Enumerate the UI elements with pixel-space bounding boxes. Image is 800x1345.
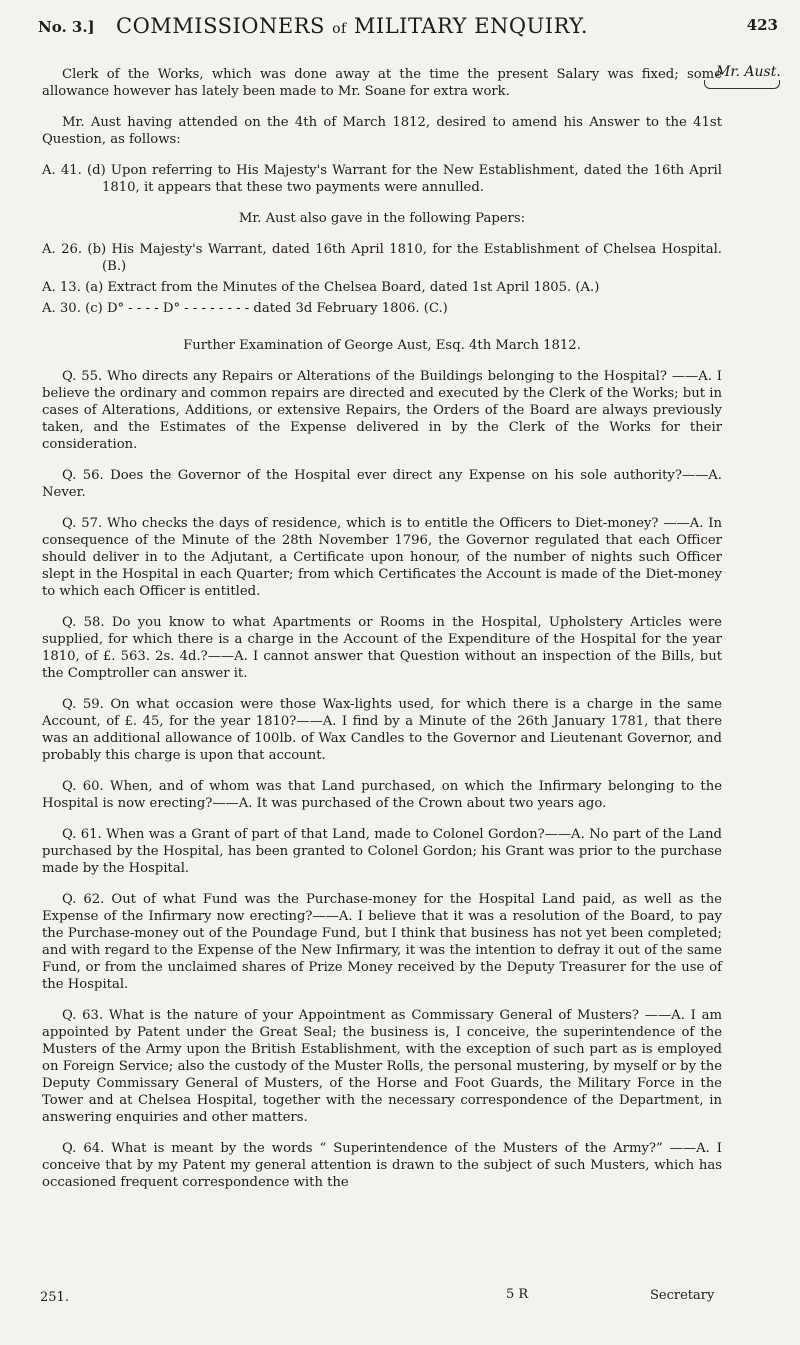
question-paragraph: Q. 55. Who directs any Repairs or Alterations of the Buildings belonging to the Hospital? ——A. I believe the ordinary and common repairs are directed and executed by the Clerk of the Works; but in cases of Alterations, Additions, or extensive Repairs, the Orders of the Board are always previously taken, and the Estimates of the Expense delivered in by the Clerk of the Works for their consideration. bbox=[42, 369, 722, 452]
paragraph: Clerk of the Works, which was done away at the time the present Salary was fixed; some allowance however has lately been made to Mr. Soane for extra work. bbox=[42, 67, 722, 99]
question-paragraph: Q. 56. Does the Governor of the Hospital ever direct any Expense on his sole authority?——A. Never. bbox=[42, 468, 722, 500]
catchword: Secretary bbox=[650, 1288, 715, 1303]
question-paragraph: Q. 62. Out of what Fund was the Purchase-money for the Hospital Land paid, as well as the Expense of the Infirmary now erecting?——A. I believe that it was a resolution of the Board, to pay the Purchase-money out of the Poundage Fund, but I think that business has not yet been completed; and with regard to the Expense of the New Infirmary, it was the intention to defray it out of the same Fund, or from the unclaimed shares of Prize Money received by the Deputy Treasurer for the use of the Hospital. bbox=[42, 892, 722, 992]
document-number: No. 3.] bbox=[38, 18, 95, 36]
margin-note: Mr. Aust. bbox=[716, 64, 781, 80]
page-title bbox=[116, 14, 588, 38]
document-body bbox=[42, 66, 722, 1191]
amended-answer: A. 41. (d) Upon referring to His Majesty's Warrant for the New Establishment, dated the 16th April 1810, it appears that these two payments were annulled. bbox=[42, 163, 722, 195]
section-heading: Further Examination of George Aust, Esq. 4th March 1812. bbox=[183, 338, 581, 353]
paragraph: Mr. Aust having attended on the 4th of March 1812, desired to amend his Answer to the 41st Question, as follows: bbox=[42, 115, 722, 147]
question-paragraph: Q. 64. What is meant by the words “ Superintendence of the Musters of the Army?” ——A. I conceive that by my Patent my general attention is drawn to the subject of such Musters, which has occasioned frequent correspondence with the bbox=[42, 1141, 722, 1190]
paper-item: A. 13. (a) Extract from the Minutes of the Chelsea Board, dated 1st April 1805. (A.) bbox=[42, 280, 600, 295]
question-paragraph: Q. 63. What is the nature of your Appointment as Commissary General of Musters? ——A. I am appointed by Patent under the Great Seal; the business is, I conceive, the superintendence of the Musters of the Army upon the British Establishment, with the exception of such part as is employed on Foreign Service; also the custody of the Muster Rolls, the personal mustering, by myself or by the Deputy Commissary General of Musters, of the Horse and Foot Guards, the Military Force in the Tower and at Chelsea Hospital, together with the necessary correspondence of the Department, in answering enquiries and other matters. bbox=[42, 1008, 722, 1125]
running-header bbox=[38, 12, 778, 42]
question-paragraph: Q. 57. Who checks the days of residence, which is to entitle the Officers to Diet-money? ——A. In consequence of the Minute of the 28th November 1796, the Governor regulated that each Officer should deliver in to the Adjutant, a Certificate upon honour, of the number of nights such Officer slept in the Hospital in each Quarter; from which Certificates the Account is made of the Diet-money to which each Officer is entitled. bbox=[42, 516, 722, 599]
question-paragraph: Q. 60. When, and of whom was that Land purchased, on which the Infirmary belonging to the Hospital is now erecting?——A. It was purchased of the Crown about two years ago. bbox=[42, 779, 722, 811]
question-paragraph: Q. 58. Do you know to what Apartments or Rooms in the Hospital, Upholstery Articles were supplied, for which there is a charge in the Account of the Expenditure of the Hospital for the year 1810, of £. 563. 2s. 4d.?——A. I cannot answer that Question without an inspection of the Bills, but the Comptroller can answer it. bbox=[42, 615, 722, 681]
question-paragraph: Q. 59. On what occasion were those Wax-lights used, for which there is a charge in the same Account, of £. 45, for the year 1810?——A. I find by a Minute of the 26th January 1781, that there was an additional allowance of 100lb. of Wax Candles to the Governor and Lieutenant Governor, and probably this charge is upon that account. bbox=[42, 697, 722, 763]
footer-number: 251. bbox=[40, 1290, 69, 1305]
title-military: MILITARY bbox=[353, 14, 467, 38]
signature-mark: 5 R bbox=[506, 1287, 529, 1302]
title-enquiry: ENQUIRY. bbox=[474, 14, 589, 38]
title-commissioners: COMMISSIONERS bbox=[116, 14, 325, 38]
title-of: of bbox=[332, 21, 347, 37]
question-paragraph: Q. 61. When was a Grant of part of that Land, made to Colonel Gordon?——A. No part of the Land purchased by the Hospital, has been granted to Colonel Gordon; his Grant was prior to the purchase made by the Hospital. bbox=[42, 827, 722, 876]
page-number: 423 bbox=[746, 16, 778, 34]
paper-item: A. 26. (b) His Majesty's Warrant, dated 16th April 1810, for the Establishment of Chelsea Hospital. (B.) bbox=[42, 242, 722, 274]
papers-heading: Mr. Aust also gave in the following Papers: bbox=[238, 211, 526, 226]
paper-item: A. 30. (c) D° - - - - D° - - - - - - - - dated 3d February 1806. (C.) bbox=[42, 301, 448, 316]
